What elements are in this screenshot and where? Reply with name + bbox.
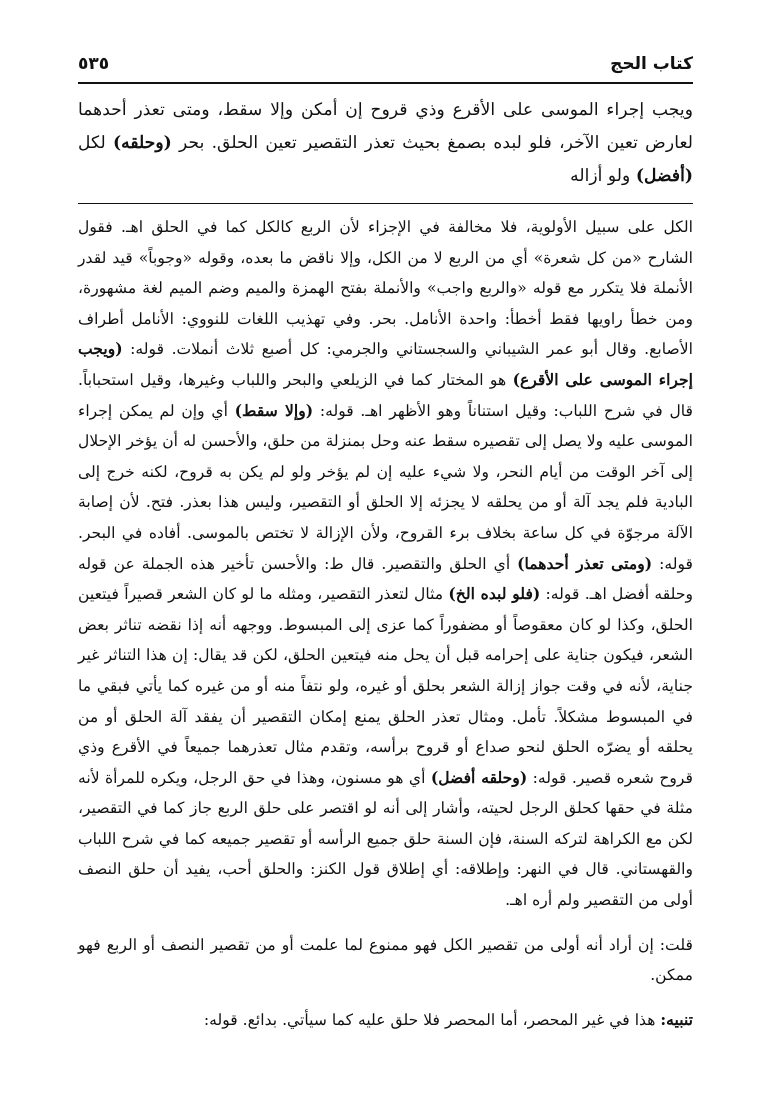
page-number: ٥٣٥ (78, 54, 110, 74)
commentary-text: الكل على سبيل الأولوية، فلا مخالفة في الإجزاء لأن الربع كالكل كما في الحلق اهـ. فقول الشارح «من كل شعرة» أي من الربع لا من الكل، وإلا ناقض ما بعده، وقوله «وجوباً» قيد لقدر الأنملة فلا يتكرر مع قوله «والربع واجب» والأنملة بفتح الهمزة والميم وضم الميم لغة مشهورة، ومن خطأ راويها فقط أخطأ: واحدة الأنامل. بحر. وفي تهذيب اللغات للنووي: الأنامل أطراف الأصابع. وقال أبو عمر الشيباني والسجستاني والجرمي: كل أصبع ثلاث أنملات. قوله: (78, 218, 693, 359)
main-bold-term: (أفضل) (635, 166, 693, 186)
remark-paragraph: قلت: إن أراد أنه أولى من تقصير الكل فهو ممنوع لما علمت أو من تقصير النصف أو الربع فهو ممكن. (78, 935, 693, 985)
commentary-text: أي هو مسنون، وهذا في حق الرجل، ويكره للمرأة لأنه مثلة في حقها كحلق الرجل لحيته، وأشار إلى أنه لو اقتصر على حلق الربع جاز كما في التقصير، لكن مع الكراهة لتركه السنة، فإن السنة حلق جميع الرأسه أو تقصير جميعه كما في شرح اللباب والقهستاني. قال في النهر: وإطلاقه: أي إطلاق قول الكنز: والحلق أحب، يفيد أن حلق النصف أولى من التقصير ولم أره اهـ. (78, 768, 693, 910)
commentary-text: هو المختار كما في الزيلعي والبحر واللباب وغيرها، وقيل استحباباً. قال في شرح اللباب: وقيل استناناً وهو الأظهر اهـ. قوله: (78, 370, 694, 420)
commentary-text: أي وإن لم يمكن إجراء الموسى عليه ولا يصل إلى تقصيره سقط عنه وحل بمنزلة من حلق، والأحسن له أن يؤخر الإحلال إلى آخر الوقت من أيام النحر، ولا شيء عليه إن لم يؤخر ولو لم يكن به قروح، لكنه خرج إلى البادية فلم يجد آلة أو من يحلقه لا يجزئه إلا الحلق أو التقصير، وليس هذا بعذر. فتح. لأن إصابة الآلة مرجوّة في كل ساعة بخلاف برء القروح، ولأن الإزالة لا تختص بالموسى. أفاده في البحر. قوله: (78, 401, 693, 573)
notice-label: تنبيه: (660, 1009, 693, 1029)
quoted-term: (وحلقه أفضل) (430, 767, 528, 787)
commentary-text: أي الحلق والتقصير. قال ط: والأحسن تأخير هذه الجملة عن قوله وحلقه أفضل اهـ. قوله: (78, 554, 694, 604)
book-page (78, 52, 693, 1035)
main-segment: ولو أزاله (570, 166, 636, 186)
quoted-term: (ومتى تعذر أحدهما) (517, 553, 653, 573)
main-paragraph (78, 94, 693, 193)
main-segment: ويجب إجراء الموسى على الأقرع وذي قروح إن أمكن وإلا سقط، ومتى تعذر أحدهما لعارض تعين الآخر، فلو لبده بصمغ بحيث تعذر التقصير تعين الحلق. بحر (78, 100, 693, 153)
quoted-term: (فلو لبده الخ) (448, 584, 541, 604)
commentary-paragraph (78, 212, 693, 916)
main-bold-term: (وحلقه) (112, 133, 172, 153)
quoted-term: (ويجب إجراء الموسى على الأقرع) (78, 339, 693, 389)
commentary (78, 212, 693, 1035)
section-separator (78, 203, 693, 204)
quoted-term: (وإلا سقط) (234, 400, 314, 420)
notice-text: هذا في غير المحصر، أما المحصر فلا حلق عليه كما سيأتي. بدائع. قوله: (203, 1010, 661, 1029)
commentary-text: مثال لتعذر التقصير، ومثله ما لو كان الشعر قصيراً فيتعين الحلق، وكذا لو كان معقوصاً أو مضفوراً كما عزى إلى المبسوط. ووجهه أنه إذا نقضه تناثر بعض الشعر، فيكون جناية على إحرامه قبل أن يحل منه فيتعين الحلق، لكن قد يقال: إن هذا التناثر غير جناية، لأنه في وقت جواز إزالة الشعر بحلق أو غيره، ولو نتفاً منه أو من غيره كما يأتي فبقي ما في المبسوط مشكلاً. تأمل. ومثال تعذر الحلق يمنع إمكان التقصير أن يفقد آلة الحلق أو من يحلقه أو يضرّه الحلق لنحو صداع أو قروح برأسه، وتقدم مثال تعذرهما جميعاً في الأقرع وذي قروح شعره قصير. قوله: (78, 585, 693, 787)
notice-paragraph (78, 1005, 693, 1036)
running-title: كتاب الحج (610, 54, 693, 74)
page-header (78, 52, 693, 84)
main-segment: لكل (78, 133, 113, 153)
main-text (78, 94, 693, 193)
